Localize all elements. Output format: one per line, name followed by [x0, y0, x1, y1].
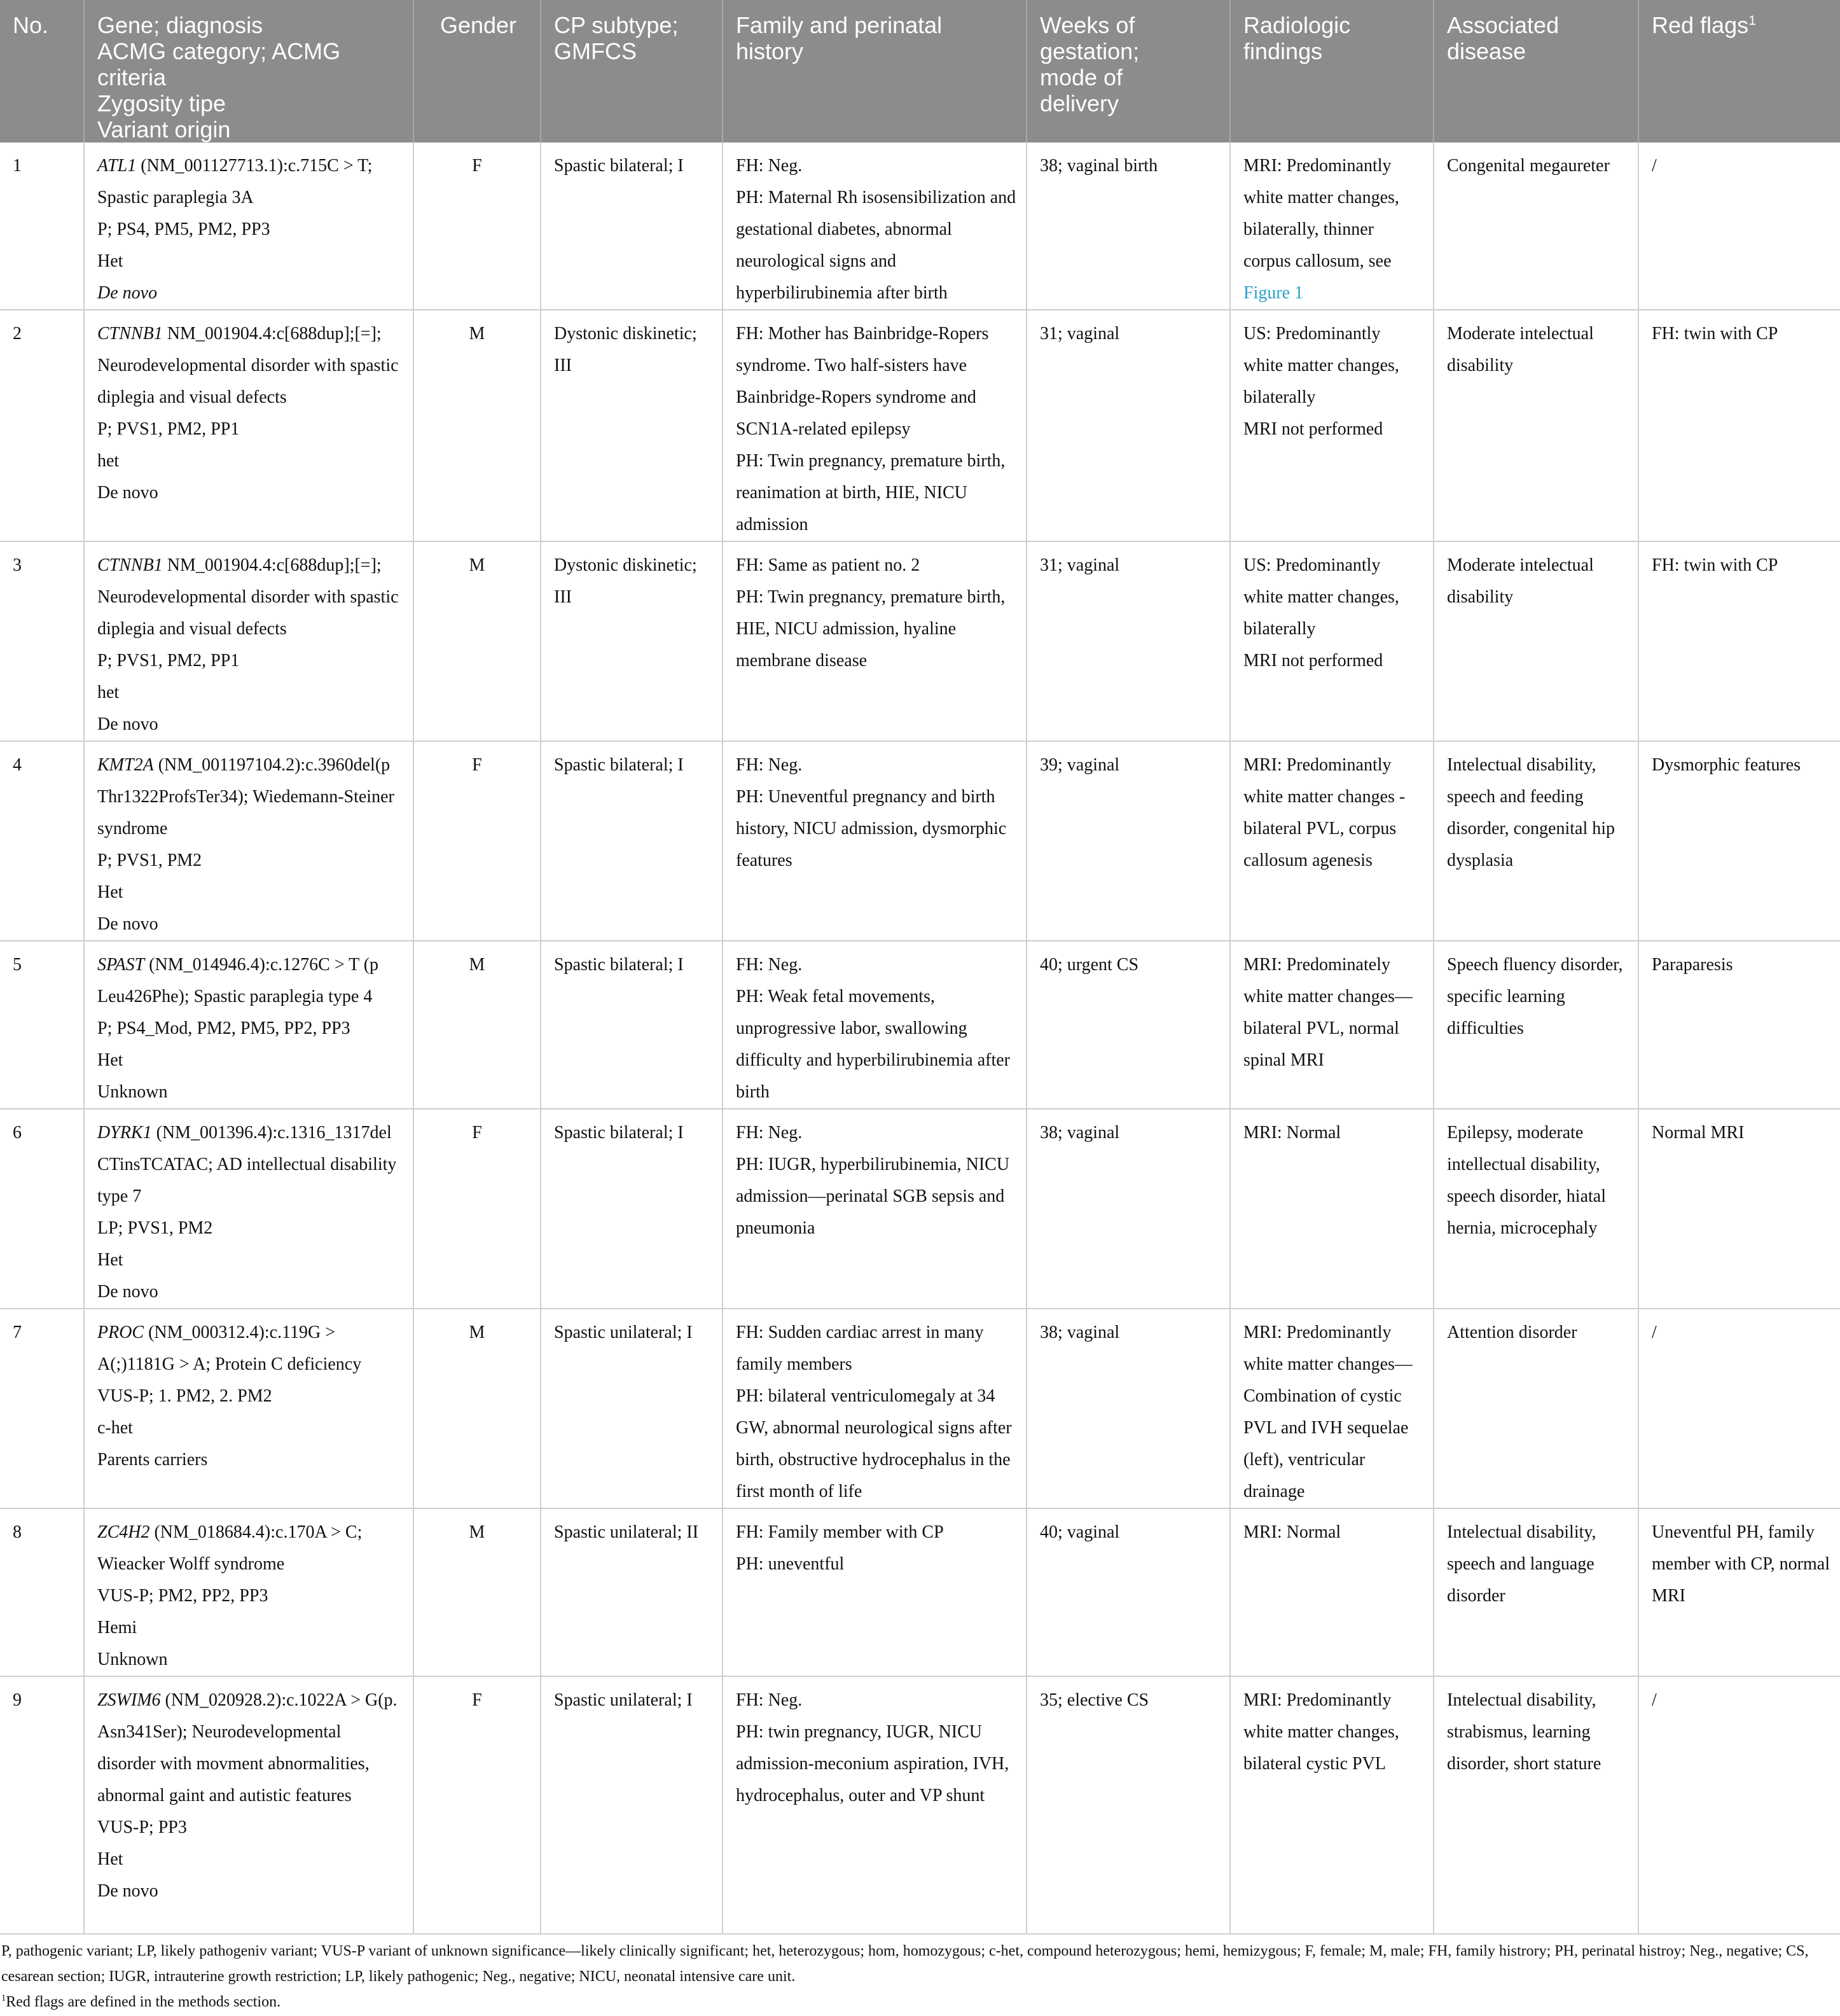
- abbreviations-footnote: P, pathogenic variant; LP, likely pathogeniv variant; VUS-P variant of unknown significance—likely clinically significant; het, heterozygous; hom, homozygous; c-het, compound heterozygous; hemi, hemizygous; F, female; M, male; FH, family histrory; PH, perinatal histroy; Neg., negative; CS, cesarean section; IUGR, intrauterine growth restriction; LP, likely pathogenic; Neg., negative; NICU, neonatal intensive care unit.: [1, 1943, 1809, 1985]
- cell-gestation-delivery: 35; elective CS: [1027, 1676, 1230, 1934]
- gene-detail-line: VUS-P; PP3: [97, 1818, 187, 1837]
- table-row: [0, 143, 1840, 310]
- gene-detail-line: P; PVS1, PM2, PP1: [97, 651, 240, 671]
- table-row: [0, 1676, 1840, 1934]
- gene-detail-line: het: [97, 451, 120, 471]
- cell-family-perinatal-history: [723, 1309, 1027, 1508]
- table-row: [0, 1309, 1840, 1508]
- gene-detail-line: LP; PVS1, PM2: [97, 1218, 213, 1238]
- header-line: Gender: [439, 12, 517, 38]
- cell-radiologic-findings: [1230, 310, 1434, 541]
- header-no: [0, 0, 84, 143]
- variant-origin: Unknown: [97, 1082, 168, 1102]
- history-line: FH: Neg.: [736, 755, 803, 775]
- gene-symbol: SPAST: [97, 955, 145, 975]
- cell-no: 1: [0, 143, 84, 310]
- cell-red-flags: Paraparesis: [1638, 941, 1840, 1109]
- gene-variant-line: [97, 150, 404, 182]
- gene-detail-line: Wieacker Wolff syndrome: [97, 1554, 285, 1574]
- cell-radiologic-findings: [1230, 1309, 1434, 1508]
- header-line: mode of: [1040, 64, 1123, 90]
- gene-variant-line: [97, 1685, 404, 1812]
- radiologic-line: MRI: Predominantly white matter changes, bilateral cystic PVL: [1243, 1690, 1404, 1774]
- cell-gestation-delivery: 40; vaginal: [1027, 1508, 1230, 1676]
- cell-gene-diagnosis: [84, 741, 413, 941]
- cell-radiologic-findings: [1230, 143, 1434, 310]
- gene-variant-line: [97, 1317, 404, 1380]
- header-gene-diagnosis: [84, 0, 413, 143]
- red-flags-footnote: [1, 1989, 1820, 2015]
- gene-detail-line: Neurodevelopmental disorder with spastic diplegia and visual defects: [97, 587, 403, 639]
- cell-no: 9: [0, 1676, 84, 1934]
- history-line: PH: Weak fetal movements, unprogressive labor, swallowing difficulty and hyperbilirubinemia after birth: [736, 987, 1015, 1102]
- cell-gender: M: [413, 310, 541, 541]
- header-associated-disease: [1434, 0, 1638, 143]
- cell-gene-diagnosis: [84, 941, 413, 1109]
- header-line: delivery: [1040, 90, 1119, 116]
- footnote-marker: 1: [1, 1993, 6, 2003]
- gene-detail-line: Het: [97, 882, 123, 902]
- gene-variant: (NM_001396.4):c.1316_1317del CTinsTCATAC; AD intellectual disability type 7: [97, 1123, 401, 1206]
- cell-red-flags: /: [1638, 143, 1840, 310]
- gene-detail-line: Het: [97, 1050, 123, 1070]
- header-red-flags: [1638, 0, 1840, 143]
- gene-symbol: ATL1: [97, 156, 137, 176]
- gene-symbol: DYRK1: [97, 1123, 152, 1143]
- radiologic-line: MRI: Predominantly white matter changes -bilateral PVL, corpus callosum agenesis: [1243, 755, 1406, 870]
- cell-gestation-delivery: 40; urgent CS: [1027, 941, 1230, 1109]
- history-line: PH: IUGR, hyperbilirubinemia, NICU admission—perinatal SGB sepsis and pneumonia: [736, 1155, 1014, 1238]
- cell-associated-disease: Congenital megaureter: [1434, 143, 1638, 310]
- cell-associated-disease: Intelectual disability, strabismus, learning disorder, short stature: [1434, 1676, 1638, 1934]
- cell-cp-subtype: Spastic unilateral; II: [541, 1508, 723, 1676]
- header-line: Variant origin: [97, 116, 231, 143]
- cell-gene-diagnosis: [84, 1309, 413, 1508]
- history-line: FH: Mother has Bainbridge-Ropers syndrome. Two half-sisters have Bainbridge-Ropers syndrome and SCN1A-related epilepsy: [736, 324, 993, 439]
- gene-symbol: PROC: [97, 1323, 144, 1342]
- cell-radiologic-findings: [1230, 741, 1434, 941]
- cell-cp-subtype: Spastic bilateral; I: [541, 741, 723, 941]
- gene-variant: NM_001904.4:c[688dup];[=];: [162, 324, 382, 344]
- header-gender: [413, 0, 541, 143]
- radiologic-line: MRI: Predominately white matter changes—bilateral PVL, normal spinal MRI: [1243, 955, 1413, 1070]
- cell-red-flags: Dysmorphic features: [1638, 741, 1840, 941]
- variant-origin: Parents carriers: [97, 1450, 208, 1470]
- gene-detail-line: Spastic paraplegia 3A: [97, 188, 254, 207]
- gene-variant-line: [97, 1117, 404, 1213]
- gene-variant: (NM_001127713.1):c.715C > T;: [136, 156, 373, 176]
- history-line: FH: Neg.: [736, 156, 803, 176]
- red-flags-footnote-text: Red flags are defined in the methods section.: [6, 1994, 281, 2010]
- table-row: [0, 1508, 1840, 1676]
- gene-detail-line: P; PVS1, PM2: [97, 851, 202, 870]
- gene-symbol: CTNNB1: [97, 324, 163, 344]
- cell-no: 3: [0, 541, 84, 741]
- cell-gestation-delivery: 38; vaginal: [1027, 1309, 1230, 1508]
- variant-origin: De novo: [97, 1881, 158, 1901]
- cell-family-perinatal-history: [723, 1676, 1027, 1934]
- gene-detail-line: Het: [97, 251, 123, 271]
- cell-no: 2: [0, 310, 84, 541]
- cell-gender: M: [413, 1309, 541, 1508]
- cell-cp-subtype: Spastic bilateral; I: [541, 1109, 723, 1309]
- cell-associated-disease: Intelectual disability, speech and feeding disorder, congenital hip dysplasia: [1434, 741, 1638, 941]
- cell-no: 6: [0, 1109, 84, 1309]
- header-line: No.: [13, 12, 49, 38]
- variant-origin: De novo: [97, 1282, 158, 1302]
- variant-origin: De novo: [97, 483, 158, 503]
- cell-associated-disease: Speech fluency disorder, specific learning difficulties: [1434, 941, 1638, 1109]
- gene-symbol: CTNNB1: [97, 555, 163, 575]
- table-footnotes: [0, 1938, 1820, 2015]
- cell-family-perinatal-history: [723, 310, 1027, 541]
- header-line: Red flags: [1652, 12, 1749, 38]
- cell-family-perinatal-history: [723, 1109, 1027, 1309]
- cell-no: 7: [0, 1309, 84, 1508]
- header-row: [0, 0, 1840, 143]
- cell-family-perinatal-history: [723, 143, 1027, 310]
- cell-gene-diagnosis: [84, 1508, 413, 1676]
- cell-associated-disease: Moderate intelectual disability: [1434, 310, 1638, 541]
- cell-cp-subtype: Spastic unilateral; I: [541, 1676, 723, 1934]
- variant-origin: De novo: [97, 283, 158, 303]
- gene-symbol: KMT2A: [97, 755, 154, 775]
- gene-variant: NM_001904.4:c[688dup];[=];: [162, 555, 382, 575]
- cell-red-flags: Uneventful PH, family member with CP, normal MRI: [1638, 1508, 1840, 1676]
- gene-variant-line: [97, 318, 404, 350]
- history-line: FH: Same as patient no. 2: [736, 555, 920, 575]
- header-cp-subtype: [541, 0, 723, 143]
- header-line: Radiologic: [1243, 12, 1351, 38]
- header-gestation-delivery: [1027, 0, 1230, 143]
- gene-variant-line: [97, 1517, 404, 1548]
- cell-radiologic-findings: [1230, 541, 1434, 741]
- history-line: PH: Twin pregnancy, premature birth, reanimation at birth, HIE, NICU admission: [736, 451, 1010, 534]
- header-line: gestation;: [1040, 38, 1140, 64]
- cell-no: 8: [0, 1508, 84, 1676]
- cell-gene-diagnosis: [84, 310, 413, 541]
- cell-cp-subtype: Spastic unilateral; I: [541, 1309, 723, 1508]
- header-family-perinatal-history: [723, 0, 1027, 143]
- table-body: [0, 143, 1840, 1934]
- cell-no: 5: [0, 941, 84, 1109]
- cell-cp-subtype: Dystonic diskinetic; III: [541, 310, 723, 541]
- cell-gestation-delivery: 39; vaginal: [1027, 741, 1230, 941]
- cell-red-flags: /: [1638, 1309, 1840, 1508]
- cell-cp-subtype: Dystonic diskinetic; III: [541, 541, 723, 741]
- history-line: PH: Maternal Rh isosensibilization and gestational diabetes, abnormal neurological signs and hyperbilirubinemia after birth: [736, 188, 1021, 303]
- cell-gender: M: [413, 941, 541, 1109]
- table-row: [0, 541, 1840, 741]
- gene-detail-line: het: [97, 683, 120, 702]
- cell-cp-subtype: Spastic bilateral; I: [541, 941, 723, 1109]
- cell-gender: M: [413, 541, 541, 741]
- header-radiologic-findings: [1230, 0, 1434, 143]
- gene-detail-line: VUS-P; 1. PM2, 2. PM2: [97, 1386, 272, 1406]
- history-line: FH: Family member with CP: [736, 1522, 944, 1542]
- gene-detail-line: P; PVS1, PM2, PP1: [97, 419, 240, 439]
- cell-family-perinatal-history: [723, 541, 1027, 741]
- footnote-marker: 1: [1748, 12, 1757, 28]
- radiologic-line: MRI: Predominantly white matter changes—Combination of cystic PVL and IVH sequelae (left), ventricular drainage: [1243, 1323, 1413, 1501]
- gene-detail-line: Het: [97, 1849, 123, 1869]
- cell-no: 4: [0, 741, 84, 941]
- radiologic-line: MRI: Normal: [1243, 1123, 1341, 1143]
- cell-associated-disease: Attention disorder: [1434, 1309, 1638, 1508]
- cell-gender: F: [413, 741, 541, 941]
- gene-variant: (NM_018684.4):c.170A > C;: [149, 1522, 363, 1542]
- cell-associated-disease: Epilepsy, moderate intellectual disability, speech disorder, hiatal hernia, microcephaly: [1434, 1109, 1638, 1309]
- figure-link[interactable]: Figure 1: [1243, 283, 1304, 303]
- history-line: PH: twin pregnancy, IUGR, NICU admission-meconium aspiration, IVH, hydrocephalus, outer and VP shunt: [736, 1722, 1014, 1805]
- gene-detail-line: Hemi: [97, 1618, 137, 1637]
- cell-gender: F: [413, 1676, 541, 1934]
- gene-variant-line: [97, 550, 404, 581]
- header-line: GMFCS: [554, 38, 637, 64]
- cell-gene-diagnosis: [84, 143, 413, 310]
- radiologic-text: MRI: Predominantly white matter changes, bilaterally, thinner corpus callosum, see: [1243, 156, 1399, 271]
- cell-radiologic-findings: [1230, 1676, 1434, 1934]
- cell-red-flags: Normal MRI: [1638, 1109, 1840, 1309]
- cell-gestation-delivery: 38; vaginal: [1027, 1109, 1230, 1309]
- cell-red-flags: FH: twin with CP: [1638, 310, 1840, 541]
- cell-gestation-delivery: 38; vaginal birth: [1027, 143, 1230, 310]
- variant-origin: De novo: [97, 914, 158, 934]
- radiologic-line: MRI: Normal: [1243, 1522, 1341, 1542]
- history-line: PH: bilateral ventriculomegaly at 34 GW, abnormal neurological signs after birth, obstructive hydrocephalus in the first month of life: [736, 1386, 1016, 1501]
- cell-associated-disease: Intelectual disability, speech and language disorder: [1434, 1508, 1638, 1676]
- table-header: [0, 0, 1840, 143]
- cell-gender: F: [413, 143, 541, 310]
- history-line: FH: Neg.: [736, 1123, 803, 1143]
- radiologic-line: MRI not performed: [1243, 419, 1383, 439]
- cell-family-perinatal-history: [723, 1508, 1027, 1676]
- header-line: CP subtype;: [554, 12, 679, 38]
- cell-family-perinatal-history: [723, 941, 1027, 1109]
- gene-detail-line: c-het: [97, 1418, 133, 1438]
- history-line: FH: Sudden cardiac arrest in many family members: [736, 1323, 988, 1374]
- cell-gender: M: [413, 1508, 541, 1676]
- gene-detail-line: Het: [97, 1250, 123, 1270]
- history-line: PH: uneventful: [736, 1554, 845, 1574]
- radiologic-line: US: Predominantly white matter changes, bilaterally: [1243, 324, 1404, 407]
- history-line: FH: Neg.: [736, 955, 803, 975]
- gene-variant-line: [97, 749, 404, 845]
- gene-detail-line: P; PS4_Mod, PM2, PM5, PP2, PP3: [97, 1018, 350, 1038]
- header-line: Zygosity tipe: [97, 90, 226, 116]
- cell-radiologic-findings: [1230, 1508, 1434, 1676]
- header-line: ACMG category; ACMG criteria: [97, 38, 347, 90]
- radiologic-line: US: Predominantly white matter changes, bilaterally: [1243, 555, 1404, 639]
- cell-associated-disease: Moderate intelectual disability: [1434, 541, 1638, 741]
- gene-variant: (NM_014946.4):c.1276C > T (p Leu426Phe); Spastic paraplegia type 4: [97, 955, 384, 1006]
- history-line: PH: Twin pregnancy, premature birth, HIE, NICU admission, hyaline membrane disease: [736, 587, 1010, 671]
- cell-gestation-delivery: 31; vaginal: [1027, 310, 1230, 541]
- gene-variant-line: [97, 949, 404, 1013]
- table-row: [0, 941, 1840, 1109]
- gene-symbol: ZC4H2: [97, 1522, 150, 1542]
- cell-gene-diagnosis: [84, 1676, 413, 1934]
- radiologic-line: MRI not performed: [1243, 651, 1383, 671]
- table-row: [0, 1109, 1840, 1309]
- gene-variant: (NM_000312.4):c.119G > A(;)1181G > A; Protein C deficiency: [97, 1323, 362, 1374]
- header-line: Weeks of: [1040, 12, 1135, 38]
- cell-red-flags: FH: twin with CP: [1638, 541, 1840, 741]
- header-line: Family and perinatal: [736, 12, 943, 38]
- cell-red-flags: /: [1638, 1676, 1840, 1934]
- cell-cp-subtype: Spastic bilateral; I: [541, 143, 723, 310]
- history-line: FH: Neg.: [736, 1690, 803, 1710]
- cell-radiologic-findings: [1230, 941, 1434, 1109]
- gene-detail-line: Neurodevelopmental disorder with spastic diplegia and visual defects: [97, 356, 403, 407]
- cell-radiologic-findings: [1230, 1109, 1434, 1309]
- cell-family-perinatal-history: [723, 741, 1027, 941]
- gene-detail-line: VUS-P; PM2, PP2, PP3: [97, 1586, 268, 1606]
- cell-gestation-delivery: 31; vaginal: [1027, 541, 1230, 741]
- header-line: findings: [1243, 38, 1323, 64]
- variant-origin: Unknown: [97, 1650, 168, 1669]
- gene-variant: (NM_020928.2):c.1022A > G(p. Asn341Ser); Neurodevelopmental disorder with movment abnormalities, abnormal gaint and autistic features: [97, 1690, 401, 1805]
- header-line: disease: [1447, 38, 1526, 64]
- header-line: Gene; diagnosis: [97, 12, 263, 38]
- gene-detail-line: P; PS4, PM5, PM2, PP3: [97, 219, 270, 239]
- header-line: history: [736, 38, 804, 64]
- history-line: PH: Uneventful pregnancy and birth history, NICU admission, dysmorphic features: [736, 787, 1011, 870]
- table-row: [0, 741, 1840, 941]
- table-row: [0, 310, 1840, 541]
- variant-origin: De novo: [97, 714, 158, 734]
- gene-symbol: ZSWIM6: [97, 1690, 161, 1710]
- cell-gender: F: [413, 1109, 541, 1309]
- cell-gene-diagnosis: [84, 541, 413, 741]
- header-line: Associated: [1447, 12, 1560, 38]
- gene-variant: (NM_001197104.2):c.3960del(p Thr1322ProfsTer34); Wiedemann-Steiner syndrome: [97, 755, 399, 838]
- cell-gene-diagnosis: [84, 1109, 413, 1309]
